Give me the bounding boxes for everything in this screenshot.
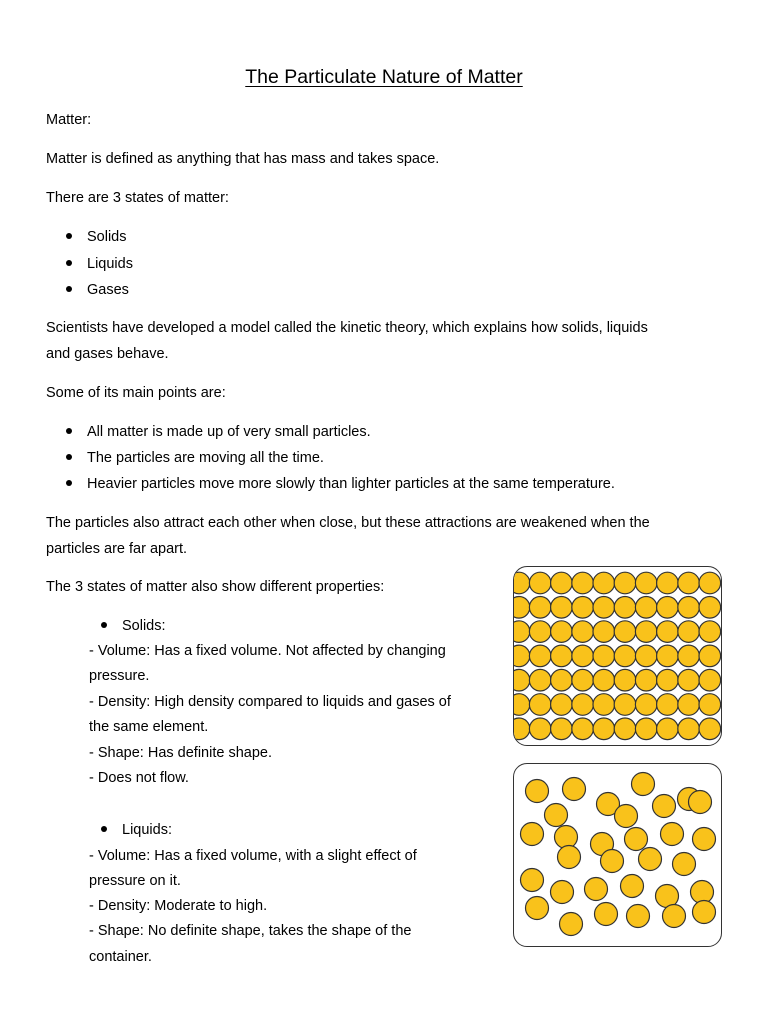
solid-particle xyxy=(635,669,657,691)
solid-particle xyxy=(699,597,721,619)
liquid-particles-illustration xyxy=(514,764,721,946)
liquid-particle xyxy=(560,913,583,936)
liquid-particle xyxy=(558,846,581,869)
solid-particle xyxy=(699,718,721,740)
solid-particle xyxy=(551,694,573,716)
solid-particle xyxy=(614,694,636,716)
liquids-property-line: container. xyxy=(89,949,152,965)
solid-particle xyxy=(593,597,615,619)
solid-particle xyxy=(657,718,679,740)
liquid-particle xyxy=(639,848,662,871)
solid-particle xyxy=(529,718,551,740)
liquid-particles-diagram xyxy=(513,763,722,947)
solid-particle xyxy=(678,694,700,716)
solid-particle xyxy=(678,645,700,667)
bullet-icon xyxy=(66,260,72,266)
solid-particle xyxy=(593,621,615,643)
solid-particle xyxy=(635,621,657,643)
solid-particle xyxy=(514,572,530,594)
solid-particle xyxy=(572,669,594,691)
solid-particle xyxy=(593,694,615,716)
solid-particle xyxy=(529,572,551,594)
solid-particle xyxy=(551,718,573,740)
bullet-icon xyxy=(66,454,72,460)
solid-particle xyxy=(572,597,594,619)
list-item-text: All matter is made up of very small particles. xyxy=(87,424,371,440)
liquid-particle xyxy=(691,881,714,904)
solids-property-line: - Does not flow. xyxy=(89,770,189,786)
bullet-icon xyxy=(66,428,72,434)
solid-particle xyxy=(678,597,700,619)
liquid-particle xyxy=(693,828,716,851)
liquid-particle xyxy=(693,901,716,924)
list-item-liquids xyxy=(66,254,133,274)
liquids-property-line: pressure on it. xyxy=(89,873,181,889)
liquid-particle xyxy=(653,795,676,818)
solid-particle xyxy=(657,645,679,667)
solid-particle xyxy=(593,669,615,691)
solid-particle xyxy=(635,572,657,594)
liquids-label: Liquids: xyxy=(122,822,172,838)
list-item-text: Liquids xyxy=(87,256,133,272)
bullet-icon xyxy=(66,286,72,292)
solid-particle xyxy=(699,694,721,716)
solid-particle xyxy=(635,597,657,619)
solid-particle xyxy=(635,718,657,740)
solid-particle xyxy=(551,645,573,667)
liquid-particle xyxy=(595,903,618,926)
liquid-particle xyxy=(521,869,544,892)
solid-particle xyxy=(657,694,679,716)
bullet-icon xyxy=(66,480,72,486)
list-item-text: Heavier particles move more slowly than lighter particles at the same temperature. xyxy=(87,476,615,492)
solids-property-line: - Shape: Has definite shape. xyxy=(89,745,272,761)
liquid-particle xyxy=(627,905,650,928)
list-item-point xyxy=(66,448,324,468)
matter-definition: Matter is defined as anything that has mass and takes space. xyxy=(46,151,440,167)
liquid-particle xyxy=(615,805,638,828)
solid-particles-illustration xyxy=(514,567,721,745)
solid-particle xyxy=(657,669,679,691)
solid-particle xyxy=(529,597,551,619)
liquid-particle xyxy=(563,778,586,801)
solid-particle xyxy=(678,572,700,594)
states-intro: There are 3 states of matter: xyxy=(46,190,229,206)
solid-particle xyxy=(572,621,594,643)
kinetic-paragraph-line2: and gases behave. xyxy=(46,346,169,362)
solid-particle xyxy=(551,572,573,594)
liquids-property-line: - Shape: No definite shape, takes the shape of the xyxy=(89,923,412,939)
liquid-particle xyxy=(625,828,648,851)
list-item-point xyxy=(66,474,615,494)
list-item-solids xyxy=(66,227,127,247)
solid-particle xyxy=(614,572,636,594)
solid-particle xyxy=(551,621,573,643)
solids-property-line: - Density: High density compared to liquids and gases of xyxy=(89,694,451,710)
solid-particle xyxy=(678,718,700,740)
solid-particle xyxy=(635,645,657,667)
liquid-particle xyxy=(545,804,568,827)
liquid-particle xyxy=(526,780,549,803)
solid-particle xyxy=(699,572,721,594)
liquids-property-line: - Volume: Has a fixed volume, with a slight effect of xyxy=(89,848,417,864)
solid-particle xyxy=(657,572,679,594)
solids-property-line: the same element. xyxy=(89,719,209,735)
liquid-particle xyxy=(601,850,624,873)
points-intro: Some of its main points are: xyxy=(46,385,226,401)
solid-particle xyxy=(514,669,530,691)
bullet-icon xyxy=(101,622,107,628)
solid-particle xyxy=(635,694,657,716)
solid-particle xyxy=(514,694,530,716)
solid-particle xyxy=(529,621,551,643)
solid-particles-diagram xyxy=(513,566,722,746)
liquid-particle xyxy=(621,875,644,898)
solid-particle xyxy=(514,597,530,619)
solid-particle xyxy=(529,669,551,691)
solid-particle xyxy=(593,718,615,740)
liquid-particle xyxy=(526,897,549,920)
attract-paragraph-line1: The particles also attract each other when close, but these attractions are weakened when the xyxy=(46,515,650,531)
solid-particle xyxy=(657,621,679,643)
solid-particle xyxy=(614,669,636,691)
liquids-heading xyxy=(101,820,172,840)
solid-particle xyxy=(514,621,530,643)
solid-particle xyxy=(614,645,636,667)
liquid-particle xyxy=(551,881,574,904)
solid-particle xyxy=(572,694,594,716)
list-item-text: The particles are moving all the time. xyxy=(87,450,324,466)
liquid-particle xyxy=(521,823,544,846)
solid-particle xyxy=(593,572,615,594)
list-item-point xyxy=(66,422,371,442)
solid-particle xyxy=(614,621,636,643)
solids-label: Solids: xyxy=(122,618,166,634)
solid-particle xyxy=(514,645,530,667)
solid-particle xyxy=(614,718,636,740)
solid-particle xyxy=(529,694,551,716)
solid-particle xyxy=(572,645,594,667)
solid-particle xyxy=(572,572,594,594)
liquid-particle xyxy=(632,773,655,796)
liquids-property-line: - Density: Moderate to high. xyxy=(89,898,268,914)
bullet-icon xyxy=(66,233,72,239)
solid-particle xyxy=(614,597,636,619)
solid-particle xyxy=(551,597,573,619)
solids-property-line: - Volume: Has a fixed volume. Not affected by changing xyxy=(89,643,446,659)
attract-paragraph-line2: particles are far apart. xyxy=(46,541,188,557)
solid-particle xyxy=(678,621,700,643)
solid-particle xyxy=(572,718,594,740)
solid-particle xyxy=(699,669,721,691)
kinetic-paragraph-line1: Scientists have developed a model called the kinetic theory, which explains how solids, liquids xyxy=(46,320,648,336)
solid-particle xyxy=(593,645,615,667)
matter-heading: Matter: xyxy=(46,112,92,128)
liquid-particle xyxy=(673,853,696,876)
liquid-particle xyxy=(663,905,686,928)
liquid-particle xyxy=(585,878,608,901)
bullet-icon xyxy=(101,826,107,832)
liquid-particle xyxy=(689,791,712,814)
properties-intro: The 3 states of matter also show different properties: xyxy=(46,579,385,595)
list-item-gases xyxy=(66,280,129,300)
solids-heading xyxy=(101,616,166,636)
solids-property-line: pressure. xyxy=(89,668,150,684)
solid-particle xyxy=(529,645,551,667)
solid-particle xyxy=(551,669,573,691)
list-item-text: Gases xyxy=(87,282,129,298)
solid-particle xyxy=(514,718,530,740)
list-item-text: Solids xyxy=(87,229,127,245)
solid-particle xyxy=(699,645,721,667)
liquid-particle xyxy=(555,826,578,849)
solid-particle xyxy=(699,621,721,643)
liquid-particle xyxy=(661,823,684,846)
page-title: The Particulate Nature of Matter xyxy=(245,66,523,88)
solid-particle xyxy=(678,669,700,691)
solid-particle xyxy=(657,597,679,619)
